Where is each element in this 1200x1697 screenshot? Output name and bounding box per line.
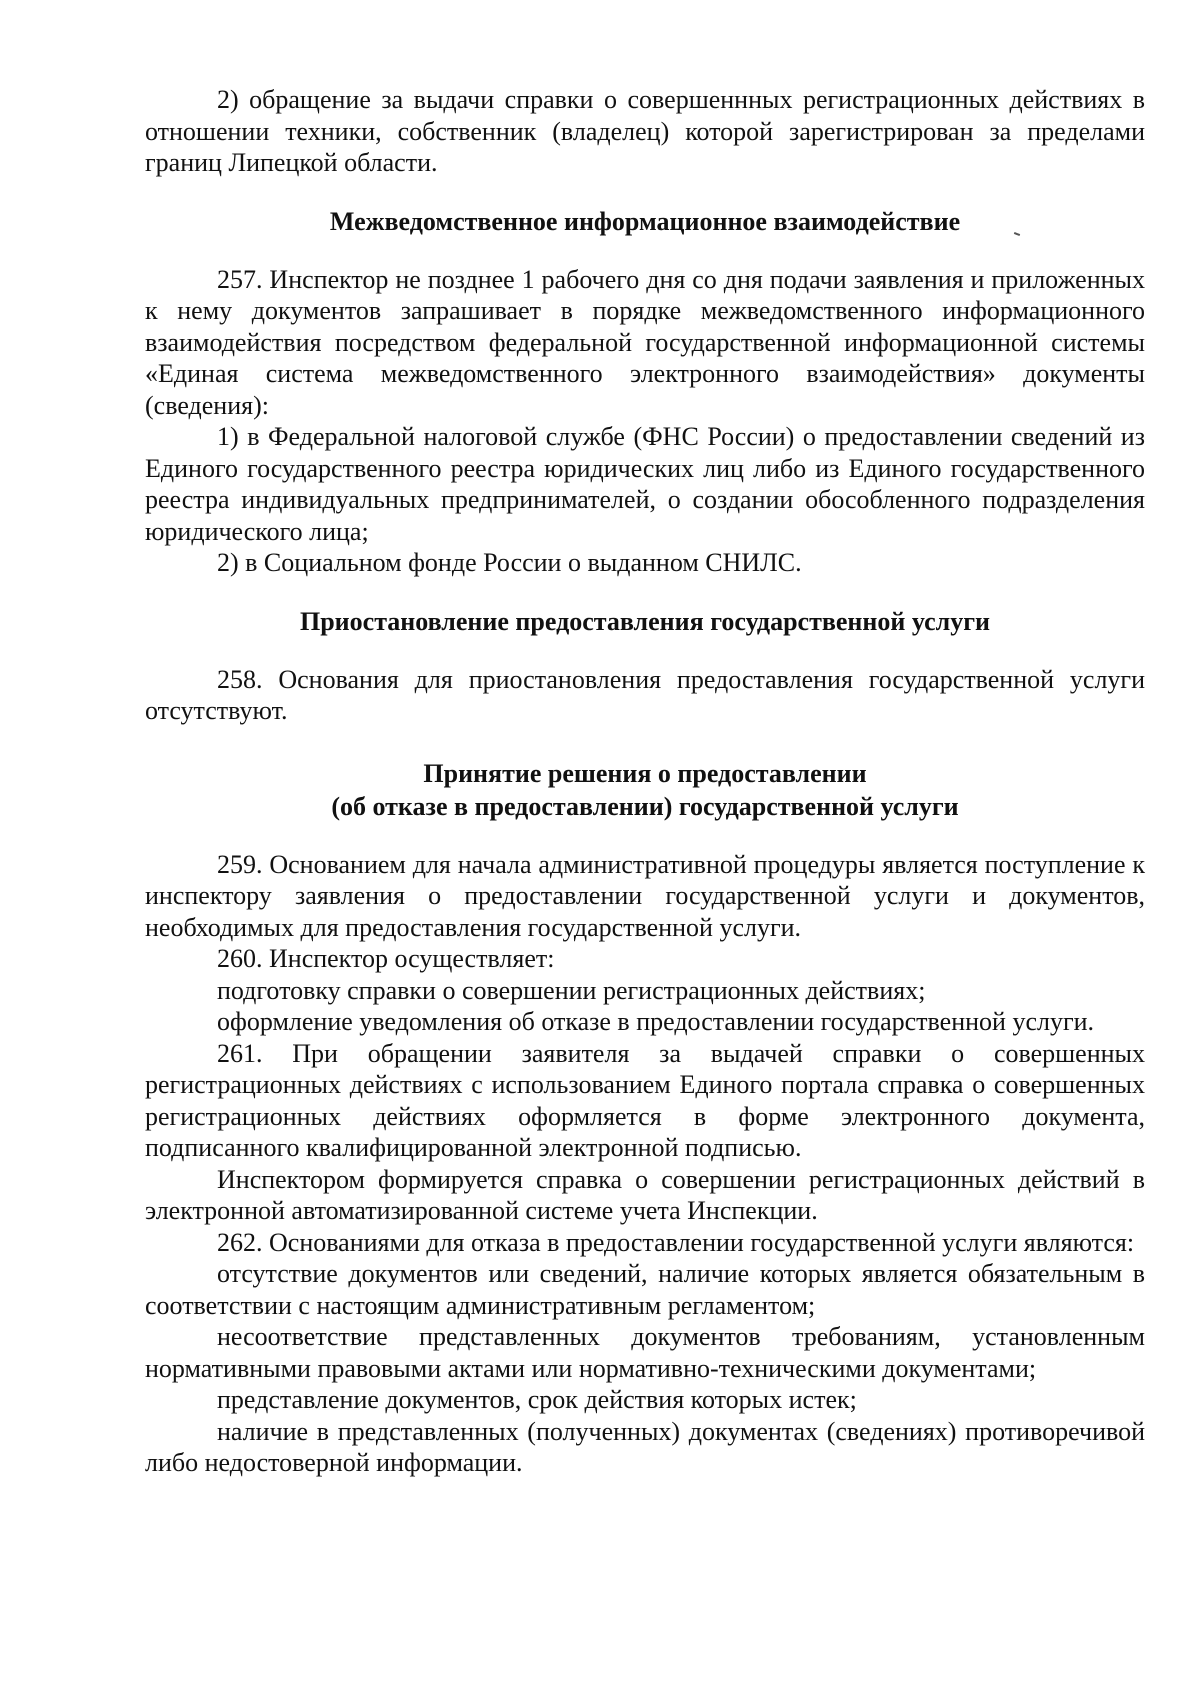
paragraph-258: 258. Основания для приостановления предоставления государственной услуги отсутствуют.: [145, 664, 1145, 725]
intro-paragraph: 2) обращение за выдачи справки о совершеннных регистрационных действиях в отношении техники, собственник (владелец) которой зарегистрирован за пределами границ Липецкой области.: [145, 85, 1145, 177]
paragraph-262-item-d: наличие в представленных (полученных) документах (сведениях) противоречивой либо недостоверной информации.: [145, 1416, 1145, 1477]
section-heading-interagency: Межведомственное информационное взаимодействие: [329, 206, 961, 236]
paragraph-262-item-a: отсутствие документов или сведений, наличие которых является обязательным в соответствии с настоящим административным регламентом;: [145, 1259, 1145, 1320]
paragraph-260-item-b: оформление уведомления об отказе в предоставлении государственной услуги.: [217, 1007, 1095, 1036]
section-heading-suspension: Приостановление предоставления государственной услуги: [299, 606, 990, 636]
section-heading-decision: [145, 757, 1145, 823]
paragraph-262: 262. Основаниями для отказа в предоставлении государственной услуги являются:: [217, 1227, 1135, 1257]
paragraph-262-item-c: представление документов, срок действия которых истек;: [217, 1385, 857, 1414]
paragraph-257-item-2: 2) в Социальном фонде России о выданном СНИЛС.: [217, 548, 802, 577]
paragraph-262-item-b: несоответствие представленных документов требованиям, установленным нормативными правовыми актами или нормативно-техническими документами;: [145, 1322, 1145, 1383]
section-heading-decision-line-1: Принятие решения о предоставлении: [423, 758, 867, 788]
paragraph-257: 257. Инспектор не позднее 1 рабочего дня со дня подачи заявления и приложенных к нему документов запрашивает в порядке межведомственного информационного взаимодействия посредством федеральной государственной информационной системы «Единая система межведомственного электронного взаимодействия» документы (сведения):: [145, 264, 1145, 420]
paragraph-257-item-1: 1) в Федеральной налоговой службе (ФНС России) о предоставлении сведений из Единого государственного реестра юридических лиц либо из Единого государственного реестра индивидуальных предпринимателей, о создании обособленного подразделения юридического лица;: [145, 422, 1145, 546]
paragraph-260: 260. Инспектор осуществляет:: [217, 944, 555, 973]
paragraph-259: 259. Основанием для начала административной процедуры является поступление к инспектору заявления о предоставлении государственной услуги и документов, необходимых для предоставления государственной услуги.: [145, 849, 1145, 942]
section-heading-decision-line-2: (об отказе в предоставлении) государственной услуги: [331, 791, 959, 821]
paragraph-261: 261. При обращении заявителя за выдачей справки о совершенных регистрационных действиях с использованием Единого портала справка о совершенных регистрационных действиях оформляется в форме электронного документа, подписанного квалифицированной электронной подписью.: [145, 1038, 1145, 1162]
document-body: [145, 84, 1145, 1479]
paragraph-261-b: Инспектором формируется справка о совершении регистрационных действий в электронной автоматизированной системе учета Инспекции.: [145, 1164, 1145, 1225]
paragraph-260-item-a: подготовку справки о совершении регистрационных действиях;: [217, 975, 926, 1005]
